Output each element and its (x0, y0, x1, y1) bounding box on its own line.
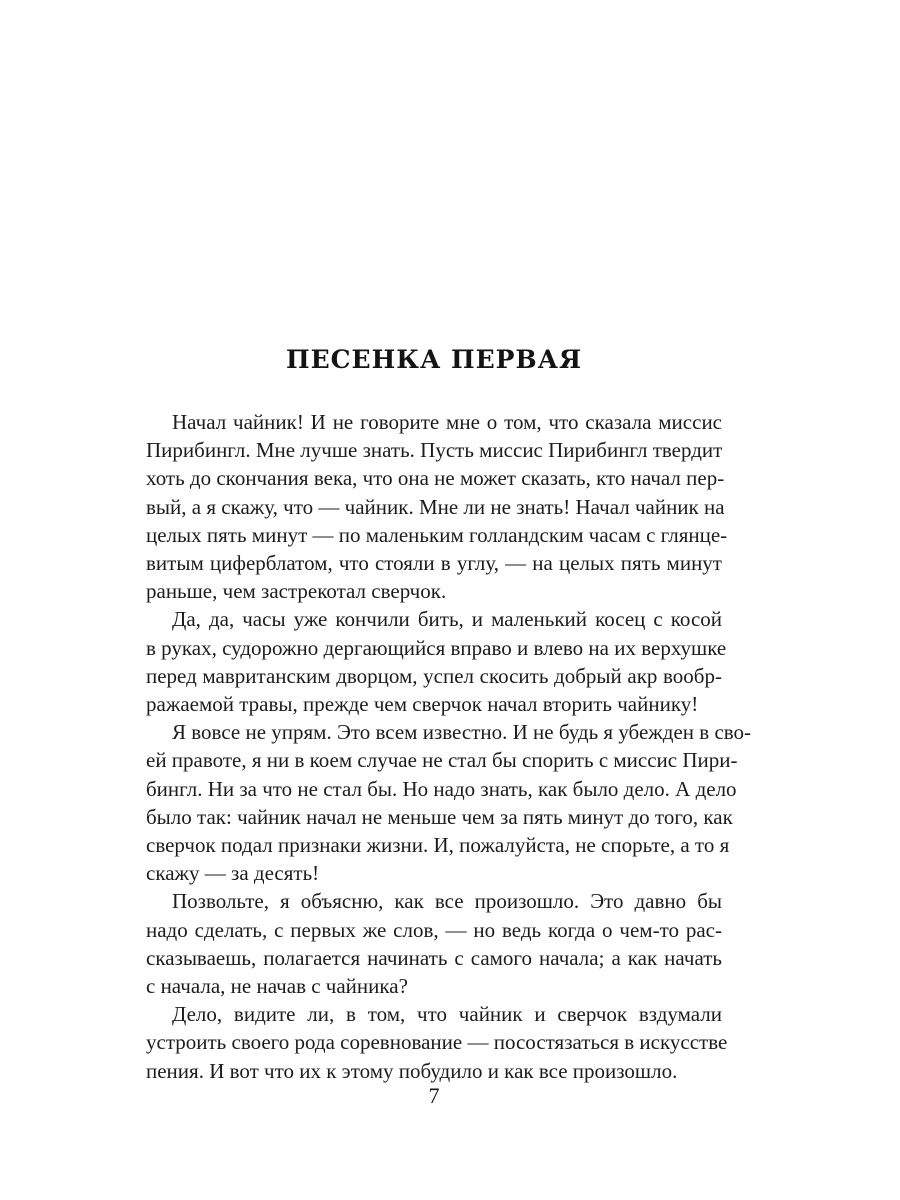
text-line: с начала, не начав с чайника? (146, 974, 408, 999)
paragraph (146, 718, 752, 887)
text-line: сверчок подал признаки жизни. И, пожалуйста, не спорьте, а то я (146, 833, 730, 858)
text-line: ражаемой травы, прежде чем сверчок начал вторить чайнику! (146, 692, 699, 717)
text-line: скажу — за десять! (146, 861, 320, 886)
body-text (146, 408, 752, 1085)
text-line: сказываешь, полагается начинать с самого начала; а как начать (146, 945, 722, 970)
paragraph (146, 408, 728, 605)
text-line: в руках, судорожно дергающийся вправо и влево на их верхушке (146, 635, 727, 660)
text-line: ей правоте, я ни в коем случае не стал бы спорить с миссис Пири- (146, 748, 738, 773)
text-line: пения. И вот что их к этому побудило и как все произошло. (146, 1058, 678, 1083)
chapter-title: ПЕСЕНКА ПЕРВАЯ (285, 345, 583, 374)
text-line: хоть до скончания века, что она не может сказать, кто начал пер- (146, 466, 725, 491)
text-line: Да, да, часы уже кончили бить, и маленький косец с косой (172, 607, 722, 632)
text-line: устроить своего рода соревнование — посостязаться в искусстве (146, 1030, 728, 1055)
text-line: раньше, чем застрекотал сверчок. (146, 579, 447, 604)
text-line: Позвольте, я объясню, как все произошло. Это давно бы (172, 889, 722, 914)
text-line: витым циферблатом, что стояли в углу, — на целых пять минут (146, 551, 722, 576)
paragraph (146, 1000, 728, 1085)
text-line: Я вовсе не упрям. Это всем известно. И не будь я убежден в сво- (172, 720, 752, 745)
text-line: Дело, видите ли, в том, что чайник и сверчок вздумали (172, 1002, 722, 1027)
text-line: бингл. Ни за что не стал бы. Но надо знать, как было дело. А дело (146, 776, 737, 801)
text-line: надо сделать, с первых же слов, — но ведь когда о чем-то рас- (146, 917, 722, 942)
paragraph (146, 605, 727, 718)
text-line: целых пять минут — по маленьким голландским часам с глянце- (146, 522, 728, 547)
text-line: было так: чайник начал не меньше чем за пять минут до того, как (146, 804, 733, 829)
text-line: вый, а я скажу, что — чайник. Мне ли не знать! Начал чайник на (146, 494, 725, 519)
text-line: Начал чайник! И не говорите мне о том, что сказала миссис (172, 410, 722, 434)
text-line: Пирибингл. Мне лучше знать. Пусть миссис Пирибингл твердит (146, 438, 723, 463)
page-number: 7 (428, 1083, 440, 1108)
text-line: перед мавританским дворцом, успел скосить добрый акр вообр- (146, 663, 722, 688)
paragraph (146, 887, 722, 1000)
